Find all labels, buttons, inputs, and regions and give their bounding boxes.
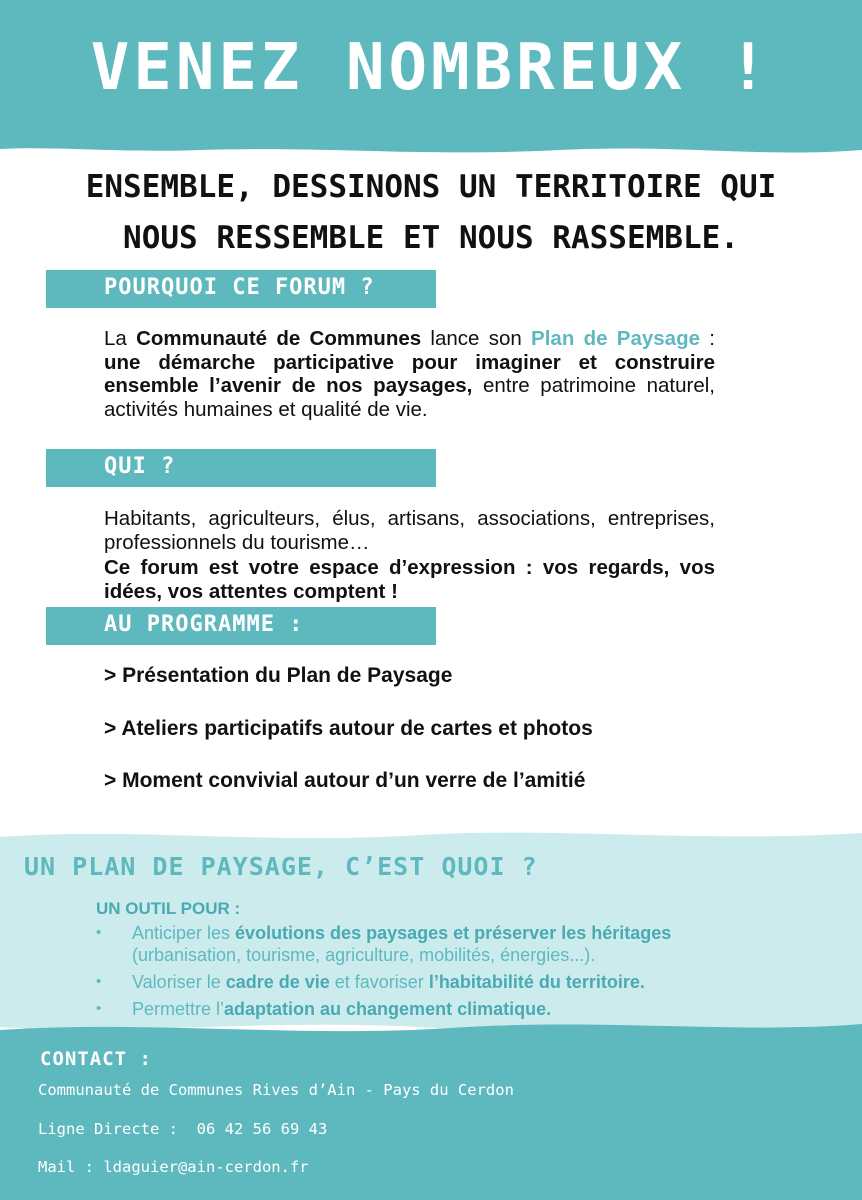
bullet-text-bold: adaptation au changement climatique. xyxy=(224,999,552,1019)
program-item: > Ateliers participatifs autour de cartes et photos xyxy=(104,717,593,740)
bullet-text-bold: évolutions des paysages et préserver les héritages xyxy=(235,923,672,943)
why-text-7: entre patrimoine naturel, activités humaines et qualité de vie. xyxy=(104,374,715,421)
section-bar-why xyxy=(46,270,436,308)
plan-title: UN PLAN DE PAYSAGE, C’EST QUOI ? xyxy=(24,852,538,881)
bullet-text: et favoriser xyxy=(329,972,429,992)
bullet-dot: • xyxy=(96,973,102,990)
why-text-2: Communauté de Communes xyxy=(136,327,422,350)
section-title-who: QUI ? xyxy=(104,454,176,479)
contact-phone: Ligne Directe : 06 42 56 69 43 xyxy=(38,1120,328,1138)
bullet-dot: • xyxy=(96,1000,102,1017)
bullet-text: Permettre l’ xyxy=(132,999,225,1019)
why-text-1: La xyxy=(104,327,137,350)
why-text-5: : xyxy=(700,327,715,350)
headline: VENEZ NOMBREUX ! xyxy=(90,31,772,105)
bullet-dot: • xyxy=(96,924,102,941)
why-text-4: Plan de Paysage xyxy=(531,327,701,350)
tagline xyxy=(0,162,862,264)
bullet-text-bold: l’habitabilité du territoire. xyxy=(428,972,645,992)
plan-subtitle: UN OUTIL POUR : xyxy=(96,899,241,918)
plan-bullet xyxy=(96,971,776,993)
bullet-text: Anticiper les xyxy=(132,923,236,943)
contact-title: CONTACT : xyxy=(40,1048,152,1070)
contact-email: Mail : ldaguier@ain-cerdon.fr xyxy=(38,1158,309,1176)
section-title-program: AU PROGRAMME : xyxy=(104,612,304,637)
section-bar-program xyxy=(46,607,436,645)
tagline-line-2: NOUS RESSEMBLE ET NOUS RASSEMBLE. xyxy=(123,220,739,256)
section-title-why: POURQUOI CE FORUM ? xyxy=(104,275,375,300)
who-emphasis: Ce forum est votre espace d’expression : vos regards, vos idées, vos attentes comptent ! xyxy=(104,556,715,603)
why-text-6: une démarche participative pour imaginer et construire ensemble l’avenir de nos paysages, xyxy=(104,350,715,397)
contact-organization: Communauté de Communes Rives d’Ain - Pays du Cerdon xyxy=(38,1081,514,1099)
program-item: > Moment convivial autour d’un verre de l’amitié xyxy=(104,769,586,792)
program-item: > Présentation du Plan de Paysage xyxy=(104,664,453,687)
bullet-text: (urbanisation, tourisme, agriculture, mobilités, énergies...). xyxy=(132,945,596,965)
bullet-text-bold: cadre de vie xyxy=(225,972,330,992)
bullet-text: Valoriser le xyxy=(132,972,226,992)
plan-bullet xyxy=(96,922,776,966)
why-text-3: lance son xyxy=(421,327,532,350)
section-bar-who xyxy=(46,449,436,487)
who-paragraph: Habitants, agriculteurs, élus, artisans, associations, entreprises, professionnels du tourisme… xyxy=(104,507,715,554)
why-paragraph xyxy=(104,327,715,421)
tagline-line-1: ENSEMBLE, DESSINONS UN TERRITOIRE QUI xyxy=(85,169,777,205)
